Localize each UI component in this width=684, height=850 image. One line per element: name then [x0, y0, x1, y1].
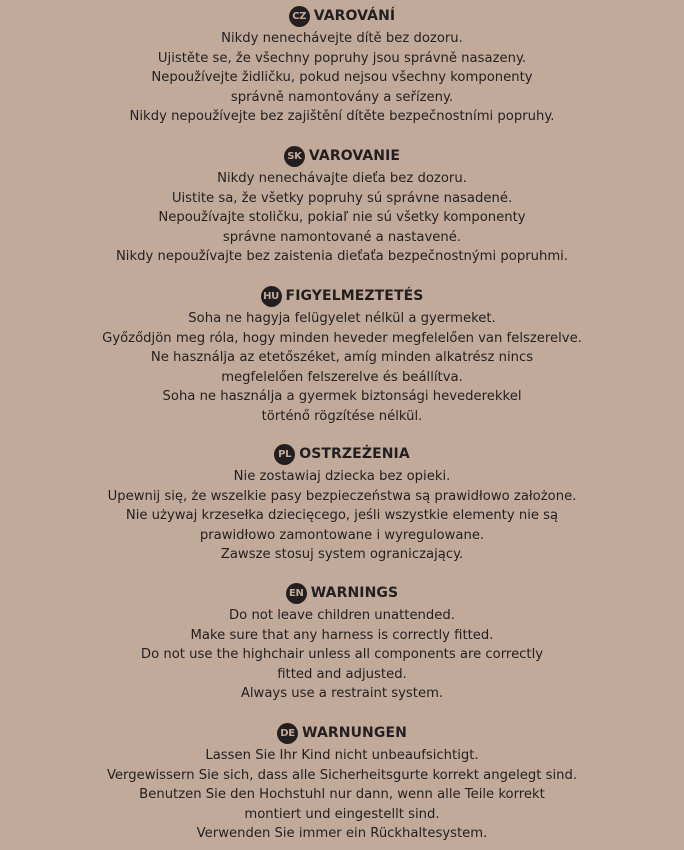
- warning-section-hu: [0, 283, 684, 426]
- warning-line: Nepoužívejte židličku, pokud nejsou všechny komponenty: [151, 70, 533, 85]
- warning-line: správne namontované a nastavené.: [222, 229, 462, 245]
- warning-line: montiert und eingestellt sind.: [244, 806, 440, 822]
- language-badge-de: DE: [277, 723, 298, 744]
- section-heading: [0, 580, 684, 606]
- warning-section-de: [0, 720, 684, 844]
- warning-line: Soha ne hagyja felügyelet nélkül a gyermeket.: [188, 311, 496, 326]
- section-title: FIGYELMEZTETÉS: [285, 288, 424, 304]
- warning-line: Do not use the highchair unless all components are correctly: [140, 647, 544, 662]
- warning-section-cz: [0, 3, 684, 127]
- section-title: WARNUNGEN: [302, 725, 407, 741]
- language-badge-pl: PL: [274, 444, 295, 465]
- warning-section-en: [0, 580, 684, 704]
- warning-line: Soha ne használja a gyermek biztonsági hevederekkel: [162, 389, 522, 404]
- section-heading: [0, 143, 684, 169]
- section-title: VAROVANIE: [308, 148, 401, 164]
- warning-line: Always use a restraint system.: [240, 686, 444, 701]
- section-heading: [0, 441, 684, 467]
- warning-line: Nikdy nenechávajte dieťa bez dozoru.: [217, 171, 467, 186]
- warning-line: Uistite sa, že všetky popruhy sú správne nasadené.: [171, 190, 513, 206]
- warning-list: [0, 606, 684, 704]
- section-heading: [0, 3, 684, 29]
- warning-line: Nikdy nenechávejte dítě bez dozoru.: [221, 31, 463, 46]
- warning-line: Vergewissern Sie sich, dass alle Sicherheitsgurte korrekt angelegt sind.: [106, 767, 578, 783]
- language-badge-sk: SK: [284, 146, 305, 167]
- warning-line: Make sure that any harness is correctly fitted.: [190, 627, 494, 643]
- warning-line: Ne használja az etetőszéket, amíg minden alkatrész nincs: [150, 350, 534, 365]
- language-badge-en: EN: [286, 583, 307, 604]
- warning-line: správně namontovány a seřízeny.: [230, 89, 454, 105]
- warning-line: Upewnij się, że wszelkie pasy bezpieczeństwa są prawidłowo założone.: [107, 488, 577, 504]
- warning-line: Benutzen Sie den Hochstuhl nur dann, wenn alle Teile korrekt: [139, 787, 545, 802]
- warning-line: Do not leave children unattended.: [229, 608, 455, 623]
- warning-list: [0, 29, 684, 127]
- warning-list: [0, 309, 684, 426]
- section-title: OSTRZEŻENIA: [299, 446, 410, 462]
- language-badge-cz: CZ: [289, 6, 310, 27]
- section-heading: [0, 283, 684, 309]
- warning-section-sk: [0, 143, 684, 267]
- warning-line: Ujistěte se, že všechny popruhy jsou správně nasazeny.: [157, 50, 527, 66]
- warning-line: Nikdy nepoužívajte bez zaistenia dieťaťa bezpečnostnými popruhmi.: [115, 249, 569, 264]
- section-title: WARNINGS: [310, 585, 399, 601]
- warning-list: [0, 169, 684, 267]
- section-title: VAROVÁNÍ: [313, 8, 396, 24]
- warning-line: Zawsze stosuj system ograniczający.: [220, 547, 464, 562]
- warning-section-pl: [0, 441, 684, 565]
- warning-list: [0, 746, 684, 844]
- warning-line: Nie zostawiaj dziecka bez opieki.: [233, 469, 451, 484]
- warning-line: Nepoužívajte stoličku, pokiaľ nie sú všetky komponenty: [158, 210, 526, 225]
- warning-line: Nie używaj krzesełka dziecięcego, jeśli wszystkie elementy nie są: [125, 508, 559, 523]
- warning-line: megfelelően felszerelve és beállítva.: [221, 369, 463, 385]
- warning-line: Nikdy nepoužívejte bez zajištění dítěte bezpečnostními popruhy.: [129, 109, 555, 124]
- warning-line: Verwenden Sie immer ein Rückhaltesystem.: [196, 826, 488, 841]
- warning-line: Lassen Sie Ihr Kind nicht unbeaufsichtigt.: [205, 748, 479, 763]
- section-heading: [0, 720, 684, 746]
- warning-line: prawidłowo zamontowane i wyregulowane.: [199, 527, 485, 543]
- warning-line: fitted and adjusted.: [277, 666, 407, 682]
- warning-line: történő rögzítése nélkül.: [261, 408, 423, 424]
- warning-line: Győződjön meg róla, hogy minden heveder megfelelően van felszerelve.: [102, 330, 582, 346]
- language-badge-hu: HU: [261, 286, 282, 307]
- warning-list: [0, 467, 684, 565]
